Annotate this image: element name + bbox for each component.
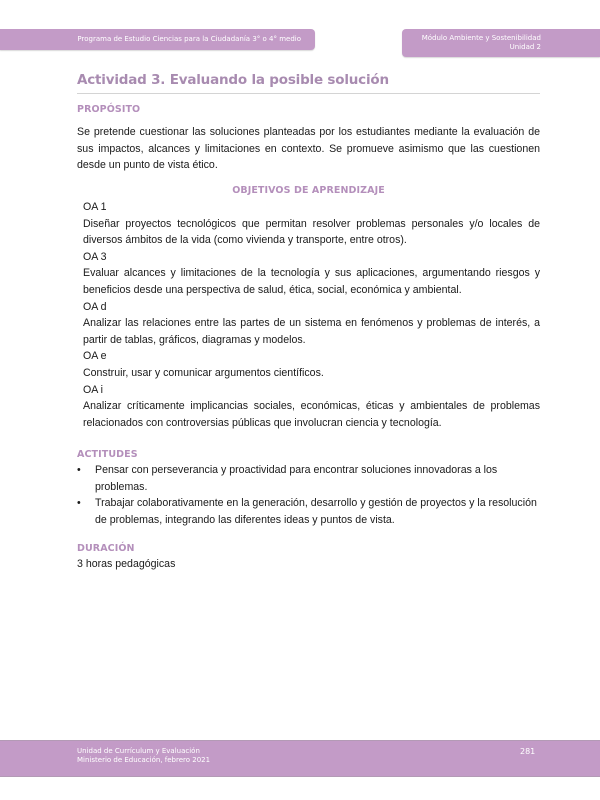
objective-item xyxy=(83,249,540,299)
footer-org-line2: Ministerio de Educación, febrero 2021 xyxy=(77,755,211,764)
objective-text: Analizar críticamente implicancias sociales, económicas, éticas y ambientales de problemas relacionados con controversias públicas que involucran ciencia y tecnología. xyxy=(83,400,540,429)
objective-text: Diseñar proyectos tecnológicos que permitan resolver problemas personales y/o locales de diversos ámbitos de la vida (como vivienda y transporte, entre otros). xyxy=(83,217,540,247)
attitude-item xyxy=(77,462,540,495)
bullet-icon: • xyxy=(77,464,81,476)
duration-label: DURACIÓN xyxy=(77,543,135,554)
purpose-label: PROPÓSITO xyxy=(77,104,141,115)
header-program-bar xyxy=(0,29,315,50)
purpose-section xyxy=(77,104,540,174)
objective-code: OA 3 xyxy=(83,250,107,263)
bullet-icon: • xyxy=(77,497,81,510)
footer-bar xyxy=(0,740,600,777)
footer-org-line1: Unidad de Currículum y Evaluación xyxy=(77,747,200,755)
attitudes-label: ACTITUDES xyxy=(77,449,138,460)
purpose-text: Se pretende cuestionar las soluciones planteadas por los estudiantes mediante la evaluación de sus impactos, alcances y limitaciones en contexto. Se promueve asimismo que las cuestionen desde un punto de vista ético. xyxy=(77,126,540,172)
objective-item xyxy=(83,348,540,381)
objective-text: Analizar las relaciones entre las partes de un sistema en fenómenos y problemas de interés, a partir de tablas, gráficos, diagramas y modelos. xyxy=(83,317,540,346)
duration-section xyxy=(77,543,540,573)
page-number: 281 xyxy=(520,747,536,756)
objectives-label: OBJETIVOS DE APRENDIZAJE xyxy=(232,185,385,196)
objective-text: Evaluar alcances y limitaciones de la tecnología y sus aplicaciones, argumentando riesgos y beneficios desde una perspectiva de salud, ética, social, económica y ambiental. xyxy=(83,267,540,296)
activity-title: Actividad 3. Evaluando la posible solución xyxy=(77,72,540,94)
program-name: Programa de Estudio Ciencias para la Ciudadanía 3° o 4° medio xyxy=(77,35,301,43)
footer-organization xyxy=(77,747,210,764)
objective-code: OA d xyxy=(83,300,107,313)
attitudes-section xyxy=(77,449,540,528)
objective-code: OA e xyxy=(83,350,107,363)
objective-code: OA 1 xyxy=(83,201,107,213)
unit-name: Unidad 2 xyxy=(509,42,541,51)
header-module-bar xyxy=(402,29,600,57)
objective-item xyxy=(83,382,540,432)
objectives-section xyxy=(77,185,540,431)
attitudes-list xyxy=(77,462,540,528)
attitude-item xyxy=(77,495,540,528)
objective-item xyxy=(83,199,540,249)
duration-text: 3 horas pedagógicas xyxy=(77,558,176,570)
objective-item xyxy=(83,299,540,349)
objective-code: OA i xyxy=(83,383,104,396)
objective-text: Construir, usar y comunicar argumentos científicos. xyxy=(83,366,324,379)
module-name: Módulo Ambiente y Sostenibilidad xyxy=(421,34,541,42)
attitude-text: Pensar con perseverancia y proactividad para encontrar soluciones innovadoras a los problemas. xyxy=(95,464,498,493)
objectives-list xyxy=(77,199,540,431)
attitude-text: Trabajar colaborativamente en la generación, desarrollo y gestión de proyectos y la resolución de problemas, integrando las diferentes ideas y puntos de vista. xyxy=(95,497,537,526)
